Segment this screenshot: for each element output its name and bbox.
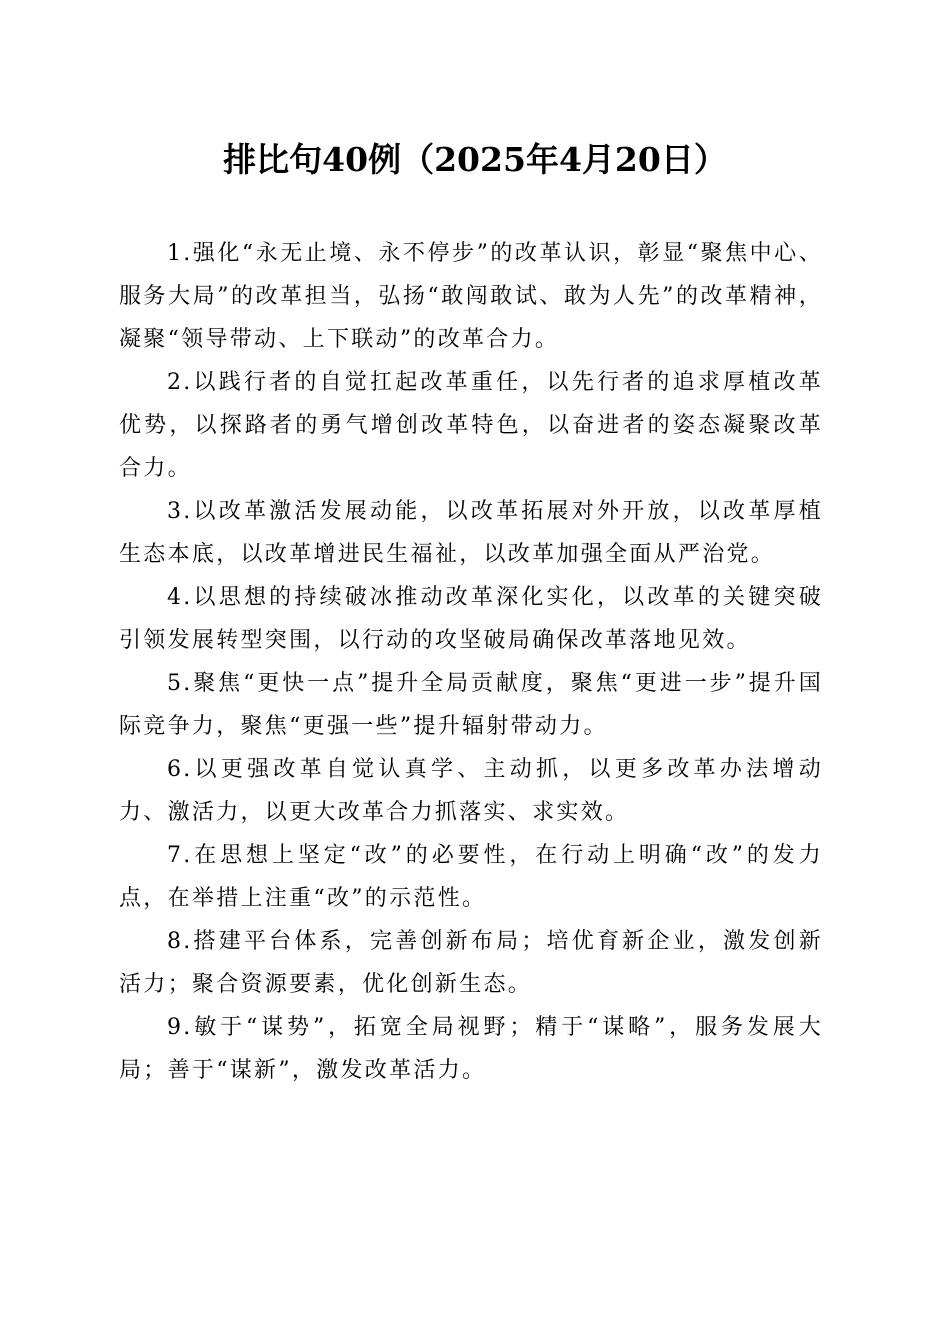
paragraph-9: 9.敏于“谋势”，拓宽全局视野；精于“谋略”，服务发展大局；善于“谋新”，激发改革活力。 xyxy=(119,1015,823,1083)
paragraph-1: 1.强化“永无止境、永不停步”的改革认识，彰显“聚焦中心、服务大局”的改革担当，弘扬“敢闯敢试、敢为人先”的改革精神，凝聚“领导带动、上下联动”的改革合力。 xyxy=(119,241,823,352)
paragraph-8: 8.搭建平台体系，完善创新布局；培优育新企业，激发创新活力；聚合资源要素，优化创新生态。 xyxy=(119,929,823,997)
paragraph-7: 7.在思想上坚定“改”的必要性，在行动上明确“改”的发力点，在举措上注重“改”的示范性。 xyxy=(119,843,823,911)
document-title: 排比句40例（2025年4月20日） xyxy=(223,140,727,179)
paragraph-6: 6.以更强改革自觉认真学、主动抓，以更多改革办法增动力、激活力，以更大改革合力抓落实、求实效。 xyxy=(119,757,823,825)
document-body xyxy=(119,232,823,1092)
paragraph-2: 2.以践行者的自觉扛起改革重任，以先行者的追求厚植改革优势，以探路者的勇气增创改革特色，以奋进者的姿态凝聚改革合力。 xyxy=(119,370,823,481)
paragraph-5: 5.聚焦“更快一点”提升全局贡献度，聚焦“更进一步”提升国际竞争力，聚焦“更强一些”提升辐射带动力。 xyxy=(119,671,823,739)
paragraph-4: 4.以思想的持续破冰推动改革深化实化，以改革的关键突破引领发展转型突围，以行动的攻坚破局确保改革落地见效。 xyxy=(119,585,823,653)
paragraph-3: 3.以改革激活发展动能，以改革拓展对外开放，以改革厚植生态本底，以改革增进民生福祉，以改革加强全面从严治党。 xyxy=(119,499,823,567)
